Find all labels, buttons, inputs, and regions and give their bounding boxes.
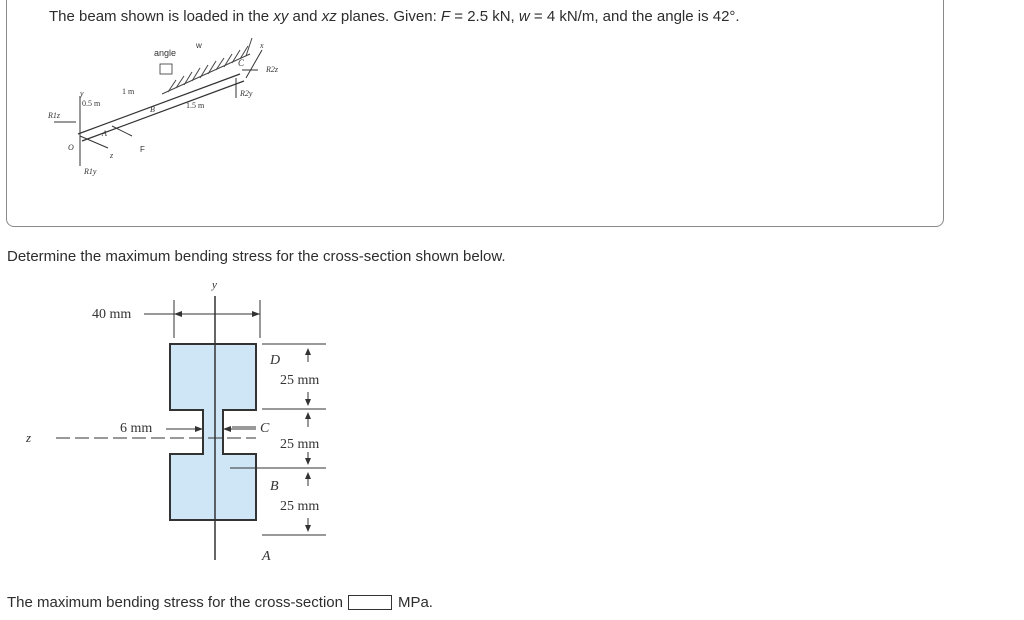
beam-figure (40, 26, 300, 186)
label-w: w (196, 41, 202, 50)
cs-dim-mid: 25 mm (280, 437, 320, 452)
cs-label-6mm: 6 mm (120, 421, 153, 436)
answer-input[interactable] (348, 595, 392, 610)
stmt-plane-xy: xy (273, 8, 289, 25)
label-0-5m: 0.5 m (82, 99, 101, 108)
label-F: F (140, 145, 145, 154)
cs-label-40mm: 40 mm (92, 307, 132, 322)
cs-label-z: z (26, 430, 32, 445)
answer-unit: MPa. (397, 594, 433, 611)
cs-label-A: A (262, 549, 271, 564)
question-text: Determine the maximum bending stress for the cross-section shown below. (7, 248, 506, 265)
label-R1z: R1z (48, 111, 60, 120)
label-C: C (238, 58, 245, 68)
label-R2y: R2y (240, 89, 253, 98)
answer-row (7, 594, 433, 611)
problem-statement (49, 8, 740, 25)
stmt-mid: and (288, 8, 322, 25)
stmt-plane-xz: xz (321, 8, 337, 25)
stmt-F-symbol: F (440, 8, 451, 25)
cs-dim-bot: 25 mm (280, 499, 320, 514)
label-1m: 1 m (122, 87, 135, 96)
label-R2z: R2z (266, 65, 278, 74)
stmt-F-value: = 2.5 kN, (450, 8, 519, 25)
label-B: B (150, 105, 155, 114)
stmt-w-symbol: w (518, 8, 530, 25)
cross-section-figure (20, 272, 350, 568)
label-z: z (110, 151, 114, 160)
stmt-w-value: = 4 kN/m, and the angle is 42°. (529, 8, 740, 25)
angle-indicator (160, 64, 172, 74)
stmt-given: planes. Given: (336, 8, 441, 25)
answer-prompt: The maximum bending stress for the cross-section (7, 594, 343, 611)
label-angle: angle (154, 48, 177, 58)
cross-section-shape (170, 344, 256, 520)
label-O: O (68, 143, 74, 152)
cs-label-B: B (270, 479, 279, 494)
axes (54, 50, 262, 166)
label-x: x (260, 41, 264, 50)
cs-label-C: C (260, 421, 270, 436)
cs-dim-top: 25 mm (280, 373, 320, 388)
label-R1y: R1y (84, 167, 97, 176)
cs-label-D: D (270, 353, 281, 368)
label-1-5m: 1.5 m (186, 101, 205, 110)
cs-label-y: y (212, 279, 217, 291)
stmt-prefix: The beam shown is loaded in the (49, 8, 274, 25)
label-y: y (80, 89, 84, 98)
label-A: A (102, 129, 107, 138)
force-F-arrow (112, 126, 132, 136)
